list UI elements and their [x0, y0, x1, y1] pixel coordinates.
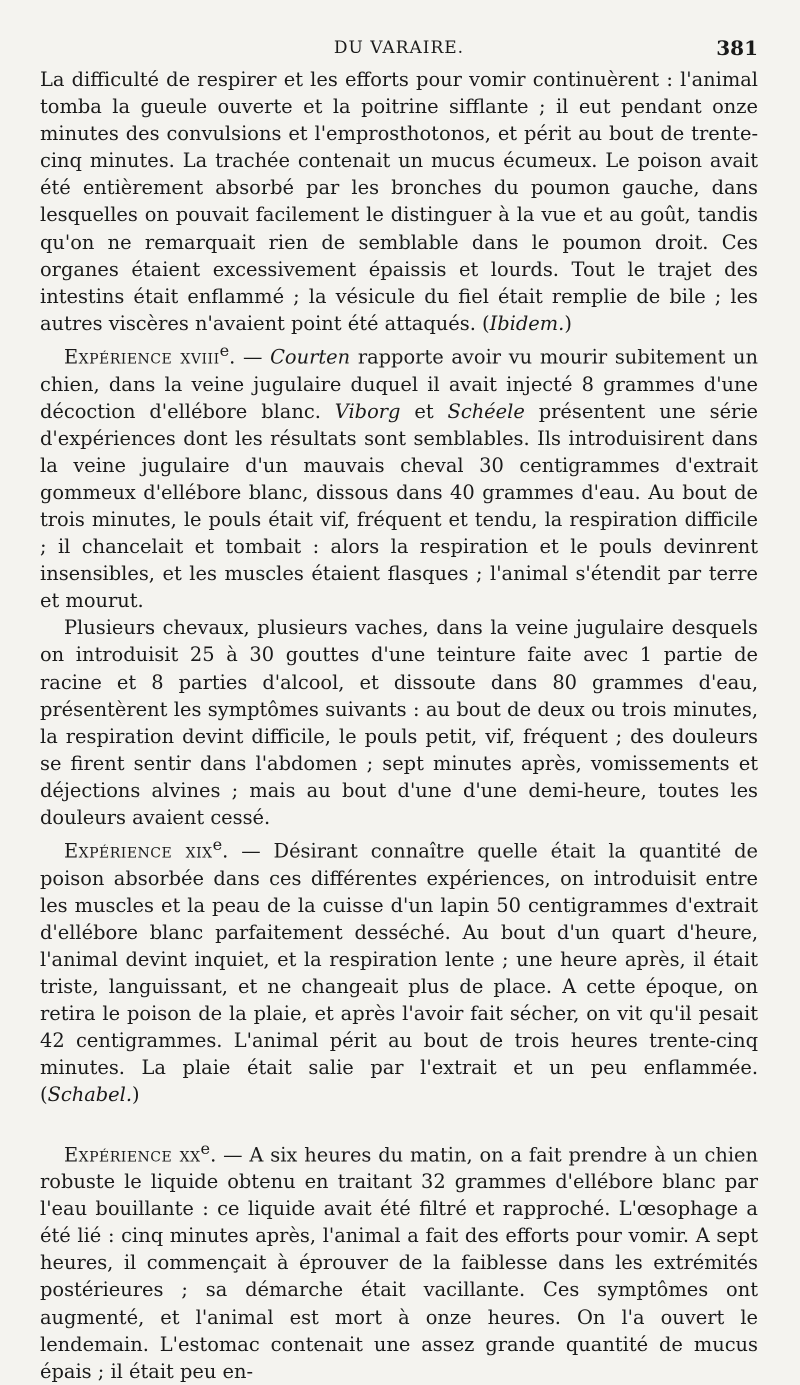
citation-close: ): [132, 1083, 140, 1107]
author-name: Viborg: [334, 399, 401, 423]
experience-label: Expérience xx: [64, 1142, 201, 1166]
author-name: Courten: [270, 345, 351, 369]
paragraph-1: [40, 66, 758, 337]
text-segment: présentent une série d'expériences dont les résultats sont semblables. Ils introduisirent dans la veine jugulaire d'un mauvais cheval 30 centigrammes d'extrait gommeux d'ellébore blanc, dissous dans 40 grammes d'eau. Au bout de trois minutes, le pouls était vif, fréquent et tendu, la respiration difficile ; il chancelait et tombait : alors la respiration et le pouls devinrent insensibles, et les muscles étaient flasques ; l'animal s'étendit par terre et mourut.: [40, 399, 758, 613]
page-header: [40, 34, 758, 64]
paragraph-1-text: La difficulté de respirer et les efforts pour vomir continuèrent : l'animal tomba la gueule ouverte et la poitrine sifflante ; il eut pendant onze minutes des convulsions et l'emprosthotonos, et périt au bout de trente-cinq minutes. La trachée contenait un mucus écumeux. Le poison avait été entièrement absorbé par les bronches du poumon gauche, dans lesquelles on pouvait facilement le distinguer à la vue et au goût, tandis qu'on ne remarquait rien de semblable dans le poumon droit. Ces organes étaient excessivement épaissis et lourds. Tout le trajet des intestins était enflammé ; la vésicule du fiel était remplie de bile ; les autres viscères n'avaient point été attaqués. (: [40, 68, 758, 335]
experience-ordinal: e: [200, 1138, 211, 1158]
paragraph-spacer: [40, 1109, 758, 1135]
text-segment: . —: [229, 345, 271, 369]
experience-label: Expérience xix: [64, 839, 213, 863]
experience-ordinal: e: [219, 340, 230, 360]
page-number: 381: [716, 36, 758, 60]
paragraph-experience-18: [40, 337, 758, 614]
paragraph-experience-19: [40, 831, 758, 1108]
paragraph-experience-20: [40, 1135, 758, 1385]
citation-close: ): [564, 311, 572, 335]
text-segment: . — A six heures du matin, on a fait prendre à un chien robuste le liquide obtenu en traitant 32 grammes d'ellébore blanc par l'eau bouillante : ce liquide avait été filtré et rapproché. L'œsophage a été lié : cinq minutes après, l'animal a fait des efforts pour vomir. A sept heures, il commençait à éprouver de la faiblesse dans les extrémités postérieures ; sa démarche était vacillante. Ces symptômes ont augmenté, et l'animal est mort à onze heures. On l'a ouvert le lendemain. L'estomac contenait une assez grande quantité de mucus épais ; il était peu en-: [40, 1142, 758, 1383]
citation: Ibidem.: [489, 311, 565, 335]
citation: Schabel.: [47, 1083, 133, 1107]
experience-label: Expérience xviii: [64, 345, 220, 369]
experience-ordinal: e: [212, 835, 223, 855]
page-body: [40, 66, 758, 1385]
text-segment: . — Désirant connaître quelle était la quantité de poison absorbée dans ces différentes expériences, on introduisit entre les muscles et la peau de la cuisse d'un lapin 50 centigrammes d'extrait d'ellébore blanc parfaitement desséché. Au bout d'un quart d'heure, l'animal devint inquiet, et la respiration lente ; une heure après, il était triste, languissant, et ne changeait plus de place. A cette époque, on retira le poison de la plaie, et après l'avoir fait sécher, on vit qu'il pesait 42 centigrammes. L'animal périt au bout de trois heures trente-cinq minutes. La plaie était salie par l'extrait et un peu enflammée. (: [40, 839, 758, 1107]
running-title: DU VARAIRE.: [333, 38, 465, 58]
text-segment: et: [400, 399, 448, 423]
text-segment: rapporte avoir vu mourir subitement un chien, dans la veine jugulaire duquel il avait injecté 8 grammes d'une décoction d'ellébore blanc.: [40, 345, 758, 423]
paragraph-3: Plusieurs chevaux, plusieurs vaches, dans la veine jugulaire desquels on introduisit 25 à 30 gouttes d'une teinture faite avec 1 partie de racine et 8 parties d'alcool, et dissoute dans 80 grammes d'eau, présentèrent les symptômes suivants : au bout de deux ou trois minutes, la respiration devint difficile, le pouls petit, vif, fréquent ; des douleurs se firent sentir dans l'abdomen ; sept minutes après, vomissements et déjections alvines ; mais au bout d'une d'une demi-heure, toutes les douleurs avaient cessé.: [40, 616, 758, 829]
author-name: Schéele: [447, 399, 525, 423]
